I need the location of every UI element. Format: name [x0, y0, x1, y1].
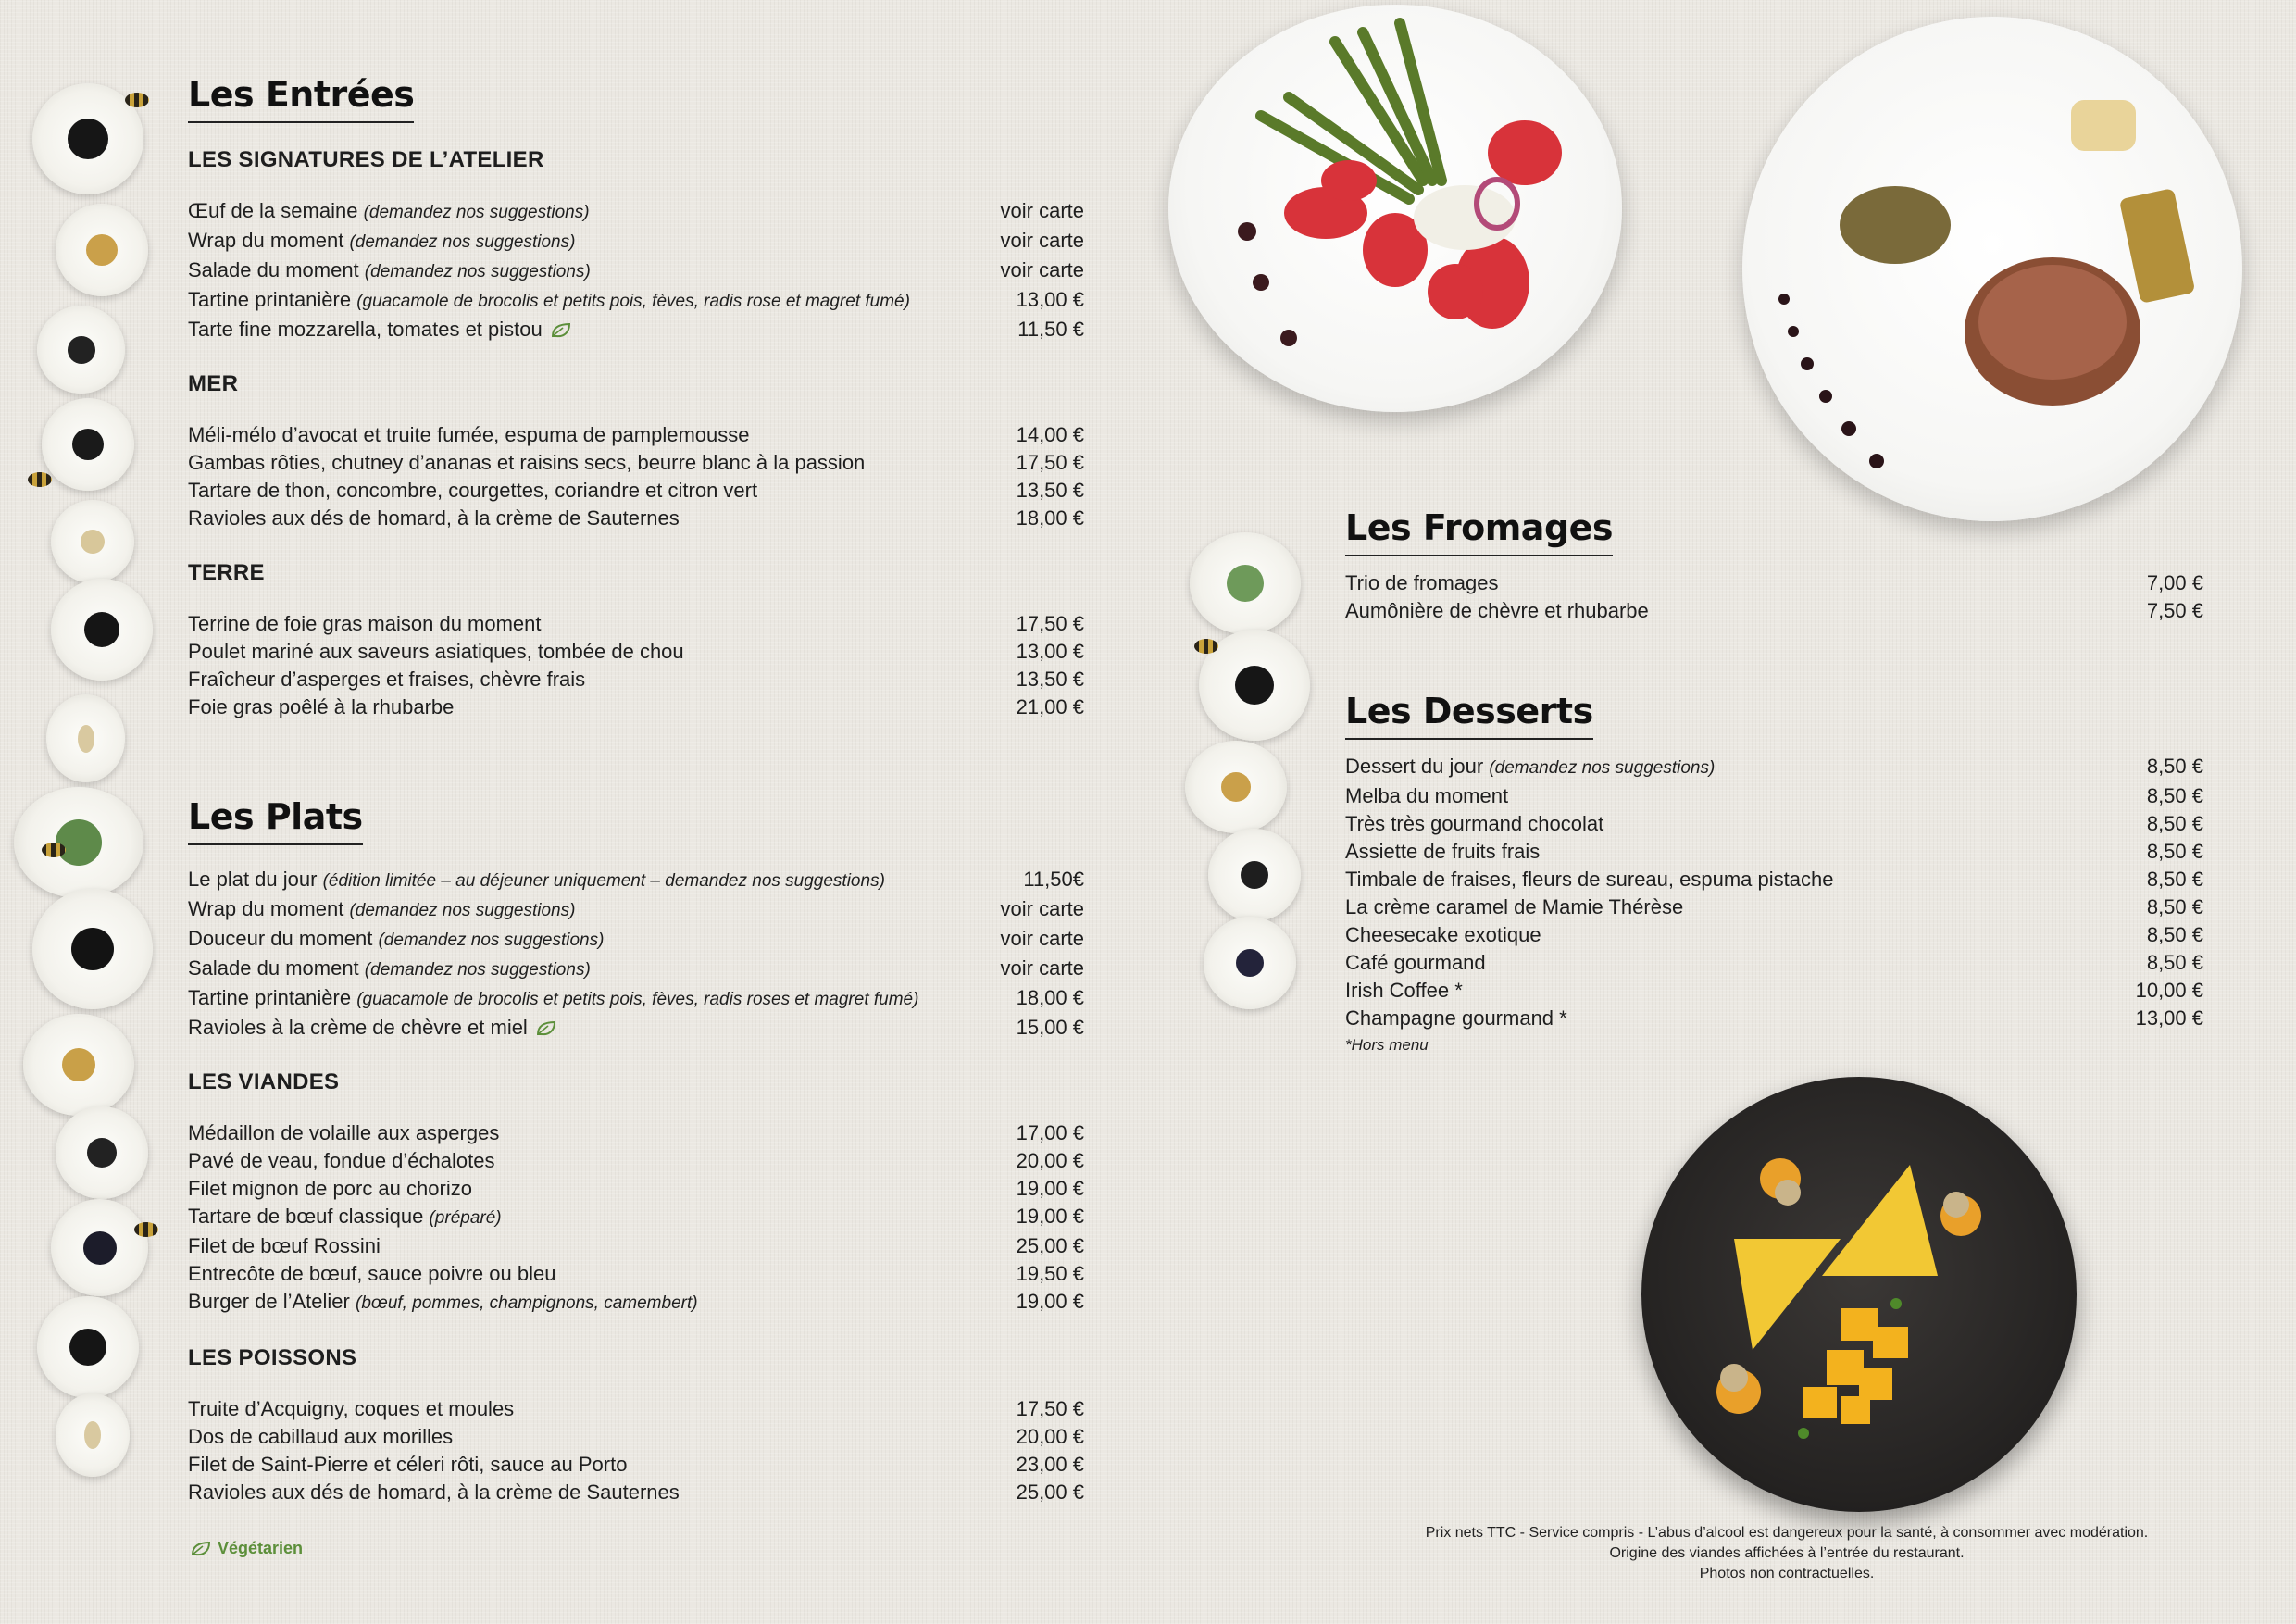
item-price: 8,50 € — [2146, 840, 2203, 863]
signatures-heading: LES SIGNATURES DE L’ATELIER — [188, 147, 544, 172]
terre-list — [188, 610, 1084, 721]
bee-icon — [125, 93, 149, 107]
item-name: Wrap du moment — [188, 229, 344, 252]
vegetarian-legend-label: Végétarien — [218, 1539, 304, 1557]
menu-item — [188, 256, 1084, 286]
daisy-flower — [1185, 741, 1287, 833]
anemone-flower — [37, 1296, 139, 1398]
item-name: Méli-mélo d’avocat et truite fumée, espuma de pamplemousse — [188, 423, 750, 446]
item-name: Aumônière de chèvre et rhubarbe — [1345, 599, 1649, 622]
item-price: 11,50€ — [1023, 868, 1084, 891]
poissons-heading: LES POISSONS — [188, 1345, 357, 1370]
legal-line: Photos non contractuelles. — [1699, 1566, 1875, 1581]
menu-item — [1345, 1005, 2203, 1032]
anemone-flower — [37, 306, 125, 394]
plats-section — [188, 796, 1084, 1506]
item-name: Tartine printanière — [188, 288, 352, 311]
item-name: Melba du moment — [1345, 784, 1509, 807]
daisy-flower — [51, 500, 134, 583]
item-name: Ravioles à la crème de chèvre et miel — [188, 1016, 528, 1039]
item-price: 21,00 € — [1016, 695, 1084, 718]
menu-item — [1345, 866, 2203, 893]
right-flower-garland — [1180, 532, 1319, 1014]
item-name: Cheesecake exotique — [1345, 923, 1541, 946]
bee-icon — [1194, 639, 1218, 654]
item-price: 8,50 € — [2146, 951, 2203, 974]
item-price: 19,00 € — [1016, 1177, 1084, 1200]
item-price: 25,00 € — [1016, 1234, 1084, 1257]
fromages-title: Les Fromages — [1345, 507, 1613, 556]
menu-item — [1345, 949, 2203, 977]
dessert-plate-photo — [1641, 1077, 2077, 1512]
mer-heading: MER — [188, 371, 239, 396]
item-note: (guacamole de brocolis et petits pois, fèves, radis roses et magret fumé) — [356, 990, 919, 1009]
item-note: (préparé) — [429, 1208, 502, 1228]
fromages-list — [1345, 569, 2203, 625]
meat-plate-photo — [1742, 17, 2242, 521]
menu-item — [188, 1203, 1084, 1232]
item-note: (demandez nos suggestions) — [349, 901, 576, 920]
item-name: Wrap du moment — [188, 897, 344, 920]
magnolia-flower — [46, 694, 125, 782]
menu-item — [188, 1288, 1084, 1318]
item-note: (demandez nos suggestions) — [349, 232, 576, 252]
asparagus-strawberry-dish — [1168, 5, 1622, 412]
item-price: 8,50 € — [2146, 923, 2203, 946]
item-price: 11,50 € — [1017, 318, 1084, 341]
left-flower-garland — [14, 74, 162, 1481]
anemone-flower — [32, 889, 153, 1009]
bee-icon — [42, 843, 66, 857]
item-note: (demandez nos suggestions) — [1489, 758, 1716, 778]
item-name: Tartine printanière — [188, 986, 352, 1009]
item-name: Burger de l’Atelier — [188, 1290, 350, 1313]
item-price: 20,00 € — [1016, 1149, 1084, 1172]
item-price: 8,50 € — [2146, 868, 2203, 891]
item-price: 17,00 € — [1016, 1121, 1084, 1144]
item-note: (demandez nos suggestions) — [364, 960, 591, 980]
item-price: voir carte — [1000, 199, 1084, 222]
anemone-flower — [42, 398, 134, 491]
magnolia-flower — [56, 1393, 130, 1477]
item-price: 15,00 € — [1016, 1016, 1084, 1039]
item-price: voir carte — [1000, 956, 1084, 980]
bee-icon — [134, 1222, 158, 1237]
anemone-flower — [51, 1199, 148, 1296]
vegetarian-leaf-icon — [550, 322, 572, 339]
item-name: Médaillon de volaille aux asperges — [188, 1121, 500, 1144]
item-name: Fraîcheur d’asperges et fraises, chèvre frais — [188, 668, 586, 691]
menu-item — [188, 984, 1084, 1014]
item-price: 8,50 € — [2146, 784, 2203, 807]
item-price: 13,00 € — [2135, 1006, 2203, 1030]
menu-item — [188, 227, 1084, 256]
terre-heading: TERRE — [188, 560, 265, 585]
menu-item — [188, 286, 1084, 316]
item-price: 13,50 € — [1016, 479, 1084, 502]
item-name: Foie gras poêlé à la rhubarbe — [188, 695, 455, 718]
menu-item — [1345, 838, 2203, 866]
anemone-flower — [51, 579, 153, 681]
item-price: 13,00 € — [1016, 288, 1084, 311]
menu-item — [1345, 921, 2203, 949]
legal-notice — [1278, 1523, 2296, 1584]
dessert-dish — [1641, 1077, 2077, 1512]
meat-dish — [1742, 17, 2242, 521]
item-name: Œuf de la semaine — [188, 199, 358, 222]
item-name: Ravioles aux dés de homard, à la crème de Sauternes — [188, 1480, 680, 1504]
item-price: 17,50 € — [1016, 1397, 1084, 1420]
item-price: 23,00 € — [1016, 1453, 1084, 1476]
legal-line: Prix nets TTC - Service compris - L’abus d’alcool est dangereux pour la santé, à consommer avec modération. — [1425, 1525, 2149, 1541]
menu-item — [188, 693, 1084, 721]
poissons-list — [188, 1395, 1084, 1506]
item-name: Filet de bœuf Rossini — [188, 1234, 381, 1257]
signatures-list — [188, 197, 1084, 344]
item-price: 17,50 € — [1016, 451, 1084, 474]
item-name: Douceur du moment — [188, 927, 373, 950]
item-price: 25,00 € — [1016, 1480, 1084, 1504]
menu-item — [188, 1395, 1084, 1423]
menu-item — [188, 197, 1084, 227]
item-name: Trio de fromages — [1345, 571, 1499, 594]
menu-item — [188, 1423, 1084, 1451]
item-name: Filet de Saint-Pierre et céleri rôti, sauce au Porto — [188, 1453, 628, 1476]
item-name: La crème caramel de Mamie Thérèse — [1345, 895, 1684, 918]
item-name: Filet mignon de porc au chorizo — [188, 1177, 472, 1200]
asparagus-strawberry-plate-photo — [1168, 5, 1622, 412]
menu-item — [188, 477, 1084, 505]
entrees-title: Les Entrées — [188, 74, 414, 123]
menu-item — [1345, 597, 2203, 625]
item-name: Truite d’Acquigny, coques et moules — [188, 1397, 515, 1420]
item-name: Dessert du jour — [1345, 755, 1484, 778]
entrees-section — [188, 74, 1084, 721]
menu-item — [1345, 893, 2203, 921]
item-price: voir carte — [1000, 258, 1084, 281]
vegetarian-legend — [190, 1539, 303, 1558]
mer-list — [188, 421, 1084, 532]
item-price: 8,50 € — [2146, 755, 2203, 778]
viandes-heading: LES VIANDES — [188, 1069, 340, 1094]
item-price: 13,00 € — [1016, 640, 1084, 663]
vegetarian-leaf-icon — [535, 1020, 557, 1037]
item-name: Café gourmand — [1345, 951, 1486, 974]
item-price: voir carte — [1000, 229, 1084, 252]
item-name: Assiette de fruits frais — [1345, 840, 1541, 863]
item-price: 8,50 € — [2146, 895, 2203, 918]
daisy-flower — [56, 204, 148, 296]
viandes-list — [188, 1119, 1084, 1318]
menu-item — [1345, 782, 2203, 810]
desserts-list — [1345, 753, 2203, 1032]
fromages-section — [1345, 507, 2203, 625]
plats-list — [188, 866, 1084, 1042]
menu-item — [1345, 810, 2203, 838]
menu-item — [1345, 569, 2203, 597]
item-name: Ravioles aux dés de homard, à la crème de Sauternes — [188, 506, 680, 530]
item-name: Très très gourmand chocolat — [1345, 812, 1604, 835]
item-price: voir carte — [1000, 897, 1084, 920]
item-price: 18,00 € — [1016, 986, 1084, 1009]
menu-item — [188, 449, 1084, 477]
plats-title: Les Plats — [188, 796, 363, 845]
bee-icon — [28, 472, 52, 487]
menu-item — [188, 505, 1084, 532]
item-name: Champagne gourmand * — [1345, 1006, 1567, 1030]
vegetarian-leaf-icon — [190, 1541, 212, 1557]
legal-line: Origine des viandes affichées à l’entrée du restaurant. — [1609, 1545, 1965, 1561]
item-price: 7,50 € — [2146, 599, 2203, 622]
menu-item — [188, 1119, 1084, 1147]
item-price: 13,50 € — [1016, 668, 1084, 691]
daisy-flower — [23, 1014, 134, 1116]
item-price: 8,50 € — [2146, 812, 2203, 835]
item-name: Terrine de foie gras maison du moment — [188, 612, 542, 635]
item-name: Tartare de bœuf classique — [188, 1205, 424, 1228]
item-note: (bœuf, pommes, champignons, camembert) — [356, 1293, 698, 1313]
item-note: (guacamole de brocolis et petits pois, fèves, radis rose et magret fumé) — [356, 292, 910, 311]
menu-item — [1345, 977, 2203, 1005]
menu-item — [188, 1175, 1084, 1203]
item-name: Le plat du jour — [188, 868, 318, 891]
anemone-flower — [1204, 917, 1296, 1009]
item-name: Salade du moment — [188, 956, 359, 980]
menu-item — [188, 316, 1084, 344]
item-name: Salade du moment — [188, 258, 359, 281]
item-name: Irish Coffee * — [1345, 979, 1463, 1002]
item-price: 19,00 € — [1016, 1290, 1084, 1313]
menu-item — [188, 1260, 1084, 1288]
desserts-title: Les Desserts — [1345, 691, 1593, 740]
menu-item — [188, 1232, 1084, 1260]
menu-item — [188, 1451, 1084, 1479]
menu-item — [188, 1479, 1084, 1506]
green-center-flower — [1190, 532, 1301, 634]
item-note: (demandez nos suggestions) — [378, 931, 605, 950]
item-price: 17,50 € — [1016, 612, 1084, 635]
menu-item — [188, 638, 1084, 666]
menu-item — [188, 1147, 1084, 1175]
anemone-flower — [1208, 829, 1301, 921]
item-name: Dos de cabillaud aux morilles — [188, 1425, 454, 1448]
item-name: Timbale de fraises, fleurs de sureau, espuma pistache — [1345, 868, 1834, 891]
item-note: (édition limitée – au déjeuner uniquement – demandez nos suggestions) — [322, 871, 885, 891]
item-name: Tarte fine mozzarella, tomates et pistou — [188, 318, 543, 341]
item-price: 7,00 € — [2146, 571, 2203, 594]
item-price: 18,00 € — [1016, 506, 1084, 530]
item-name: Entrecôte de bœuf, sauce poivre ou bleu — [188, 1262, 556, 1285]
item-price: 19,50 € — [1016, 1262, 1084, 1285]
menu-item — [188, 421, 1084, 449]
item-name: Gambas rôties, chutney d’ananas et raisins secs, beurre blanc à la passion — [188, 451, 866, 474]
item-note: (demandez nos suggestions) — [364, 262, 591, 281]
hors-menu-footnote: *Hors menu — [1345, 1036, 1429, 1054]
menu-item — [188, 866, 1084, 895]
item-price: voir carte — [1000, 927, 1084, 950]
item-price: 19,00 € — [1016, 1205, 1084, 1228]
item-name: Tartare de thon, concombre, courgettes, coriandre et citron vert — [188, 479, 758, 502]
item-name: Poulet mariné aux saveurs asiatiques, tombée de chou — [188, 640, 684, 663]
menu-item — [188, 1014, 1084, 1042]
desserts-section — [1345, 691, 2203, 1055]
menu-item — [188, 955, 1084, 984]
menu-item — [188, 895, 1084, 925]
menu-item — [1345, 753, 2203, 782]
item-price: 20,00 € — [1016, 1425, 1084, 1448]
menu-item — [188, 666, 1084, 693]
item-name: Pavé de veau, fondue d’échalotes — [188, 1149, 495, 1172]
item-note: (demandez nos suggestions) — [363, 203, 590, 222]
menu-item — [188, 610, 1084, 638]
menu-item — [188, 925, 1084, 955]
item-price: 14,00 € — [1016, 423, 1084, 446]
anemone-flower — [56, 1106, 148, 1199]
green-center-flower — [14, 787, 144, 898]
item-price: 10,00 € — [2135, 979, 2203, 1002]
